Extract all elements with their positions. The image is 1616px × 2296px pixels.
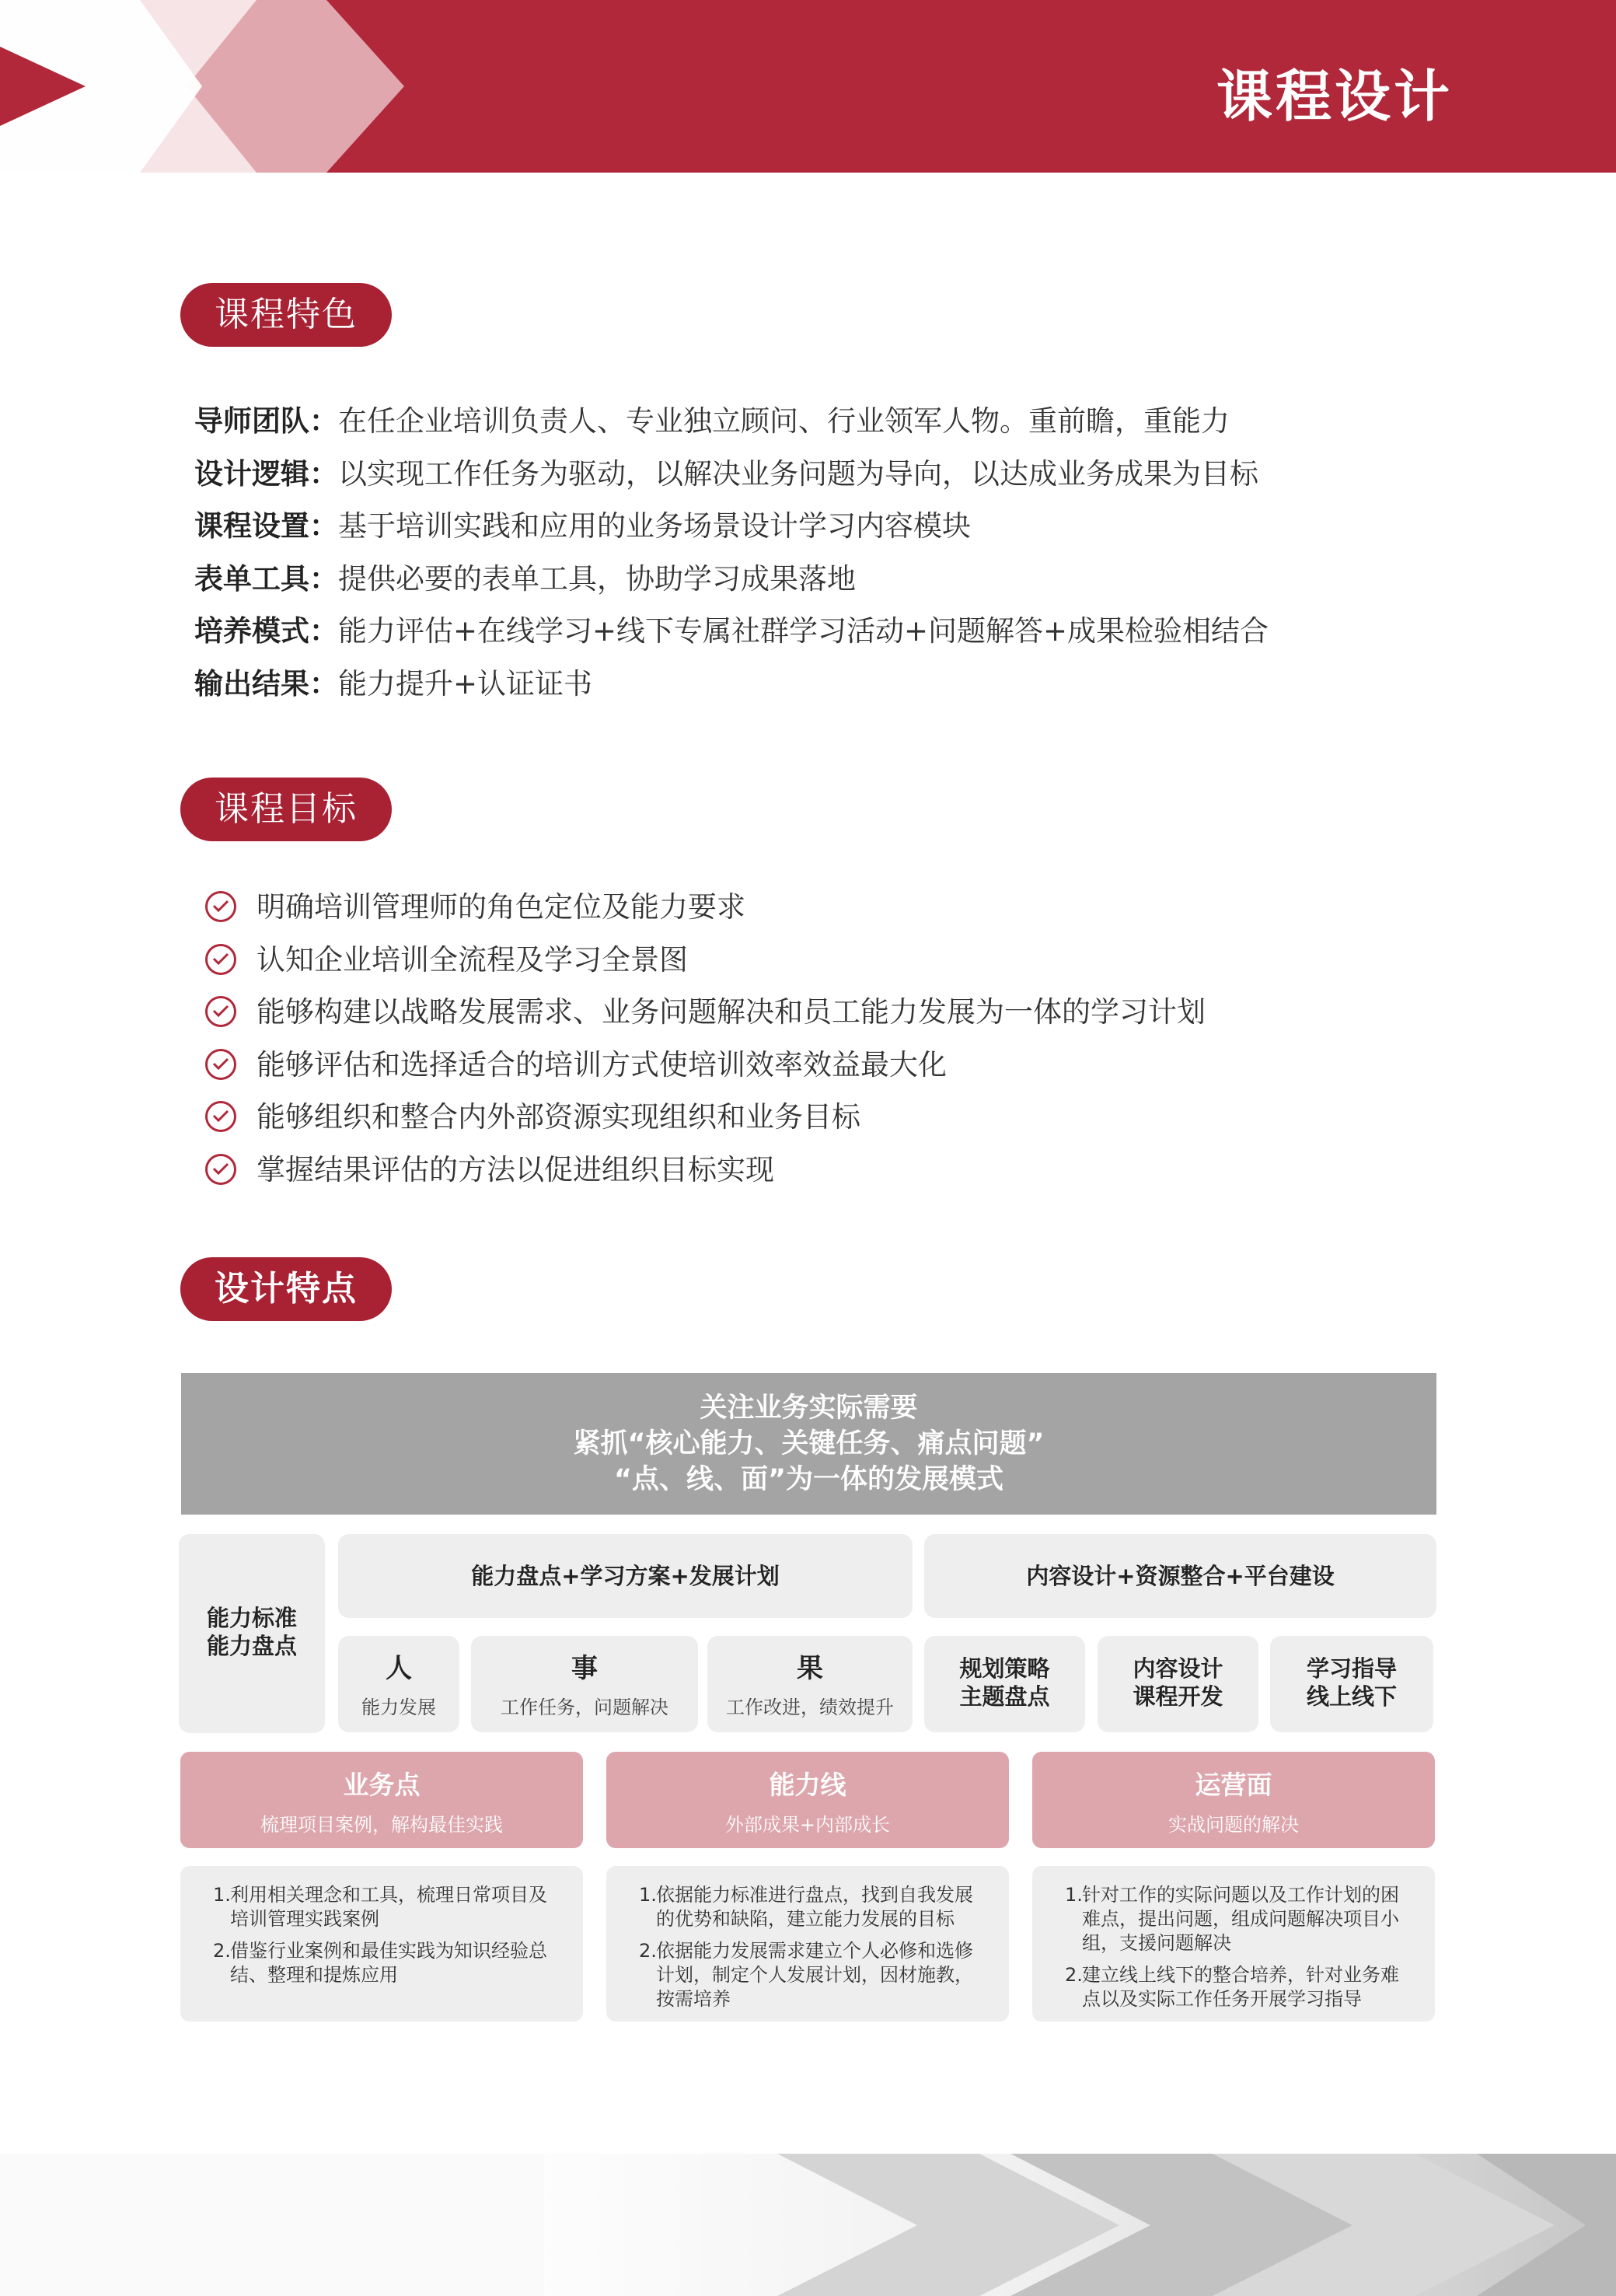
detail-text: 建立线上线下的整合培养，针对业务难点以及实际工作任务开展学习指导 (1082, 1964, 1399, 2010)
box-line: 课程开发 (1133, 1683, 1223, 1710)
sub-box-people (338, 1636, 459, 1732)
goal-text: 掌握结果评估的方法以促进组织目标实现 (257, 1153, 774, 1186)
feature-row (194, 398, 1230, 445)
detail-box-operation (1032, 1866, 1435, 2022)
check-circle-icon (205, 1101, 236, 1132)
header-chevron-graphic (0, 0, 544, 173)
detail-text: 利用相关理念和工具，梳理日常项目及培训管理实践案例 (230, 1884, 547, 1930)
goal-item (205, 884, 745, 931)
goal-item (205, 1094, 860, 1141)
pillar-title: 业务点 (343, 1770, 421, 1800)
sub-box-title: 果 (797, 1653, 823, 1684)
sub-box-title: 人 (386, 1653, 412, 1684)
check-circle-icon (205, 944, 236, 975)
box-line: 主题盘点 (959, 1683, 1050, 1710)
box-line: 线上线下 (1306, 1683, 1397, 1710)
feature-row (194, 661, 592, 708)
feature-row (194, 556, 856, 603)
goal-text: 能够评估和选择适合的培训方式使培训效率效益最大化 (257, 1048, 947, 1082)
detail-number: 1. (213, 1884, 231, 1906)
section-pill-design: 设计特点 (180, 1257, 392, 1321)
detail-item (213, 1939, 563, 1987)
page-title: 课程设计 (1216, 64, 1453, 129)
check-circle-icon (205, 891, 236, 922)
feature-text: 以实现工作任务为驱动，以解决业务问题为导向，以达成业务成果为目标 (338, 457, 1258, 491)
pillar-subtitle: 外部成果+内部成长 (724, 1814, 891, 1836)
check-circle-icon (205, 1049, 236, 1080)
header-band (0, 0, 1616, 173)
feature-text: 能力提升+认证证书 (338, 667, 593, 701)
box-line: 能力标准 (206, 1605, 297, 1631)
check-circle-icon (205, 996, 236, 1027)
section-pill-features: 课程特色 (180, 283, 392, 347)
sub-box-desc: 工作改进，绩效提升 (726, 1697, 894, 1718)
detail-item (213, 1883, 563, 1931)
sub-box-strategy (924, 1636, 1085, 1732)
pillar-operation-plane (1032, 1752, 1435, 1848)
box-line: 学习指导 (1306, 1655, 1397, 1682)
detail-number: 2. (213, 1940, 231, 1962)
detail-number: 1. (1065, 1884, 1083, 1906)
feature-row (194, 503, 971, 550)
pillar-title: 能力线 (769, 1770, 846, 1800)
detail-text: 针对工作的实际问题以及工作计划的困难点，提出问题，组成问题解决项目小组，支援问题解决 (1082, 1884, 1399, 1954)
detail-text: 依据能力发展需求建立个人必修和选修计划，制定个人发展计划，因材施教，按需培养 (656, 1940, 973, 2010)
feature-text: 基于培训实践和应用的业务场景设计学习内容模块 (338, 509, 971, 543)
sub-box-title: 事 (571, 1653, 598, 1684)
detail-item (1065, 1883, 1415, 1955)
detail-text: 借鉴行业案例和最佳实践为知识经验总结、整理和提炼应用 (230, 1940, 547, 1986)
goal-text: 明确培训管理师的角色定位及能力要求 (257, 890, 745, 924)
detail-text: 依据能力标准进行盘点，找到自我发展的优势和缺陷，建立能力发展的目标 (656, 1884, 973, 1930)
banner-line: 紧抓“核心能力、关键任务、痛点问题” (573, 1428, 1045, 1459)
box-line: 内容设计 (1133, 1655, 1223, 1682)
detail-number: 1. (639, 1884, 657, 1906)
goal-text: 能够组织和整合内外部资源实现组织和业务目标 (257, 1100, 860, 1134)
feature-row (194, 608, 1269, 655)
goal-item (205, 1147, 774, 1193)
box-line: 能力盘点 (206, 1633, 297, 1659)
feature-row (194, 451, 1258, 498)
feature-label: 课程设置： (194, 509, 338, 543)
footer-decoration (0, 2154, 1616, 2296)
detail-box-business (180, 1866, 583, 2022)
feature-text: 在任企业培训负责人、专业独立顾问、行业领军人物。重前瞻，重能力 (338, 404, 1230, 438)
pillar-capability-line (606, 1752, 1009, 1848)
sub-box-task (471, 1636, 698, 1732)
pillar-subtitle: 实战问题的解决 (1168, 1814, 1299, 1836)
detail-number: 2. (639, 1940, 657, 1962)
sub-box-desc: 能力发展 (361, 1697, 436, 1718)
detail-item (639, 1883, 989, 1931)
pillar-title: 运营面 (1195, 1770, 1272, 1800)
sub-box-result (707, 1636, 913, 1732)
sub-box-guidance (1270, 1636, 1433, 1732)
goal-text: 认知企业培训全流程及学习全景图 (257, 943, 688, 977)
footer-chevron-graphic (0, 2154, 1616, 2296)
check-circle-icon (205, 1154, 236, 1185)
detail-box-capability (606, 1866, 1009, 2022)
sub-box-desc: 工作任务，问题解决 (501, 1697, 668, 1718)
feature-text: 能力评估+在线学习+线下专属社群学习活动+问题解答+成果检验相结合 (338, 614, 1269, 648)
section-pill-goals: 课程目标 (180, 778, 392, 841)
capability-standard-box (179, 1534, 325, 1733)
pillar-business-point (180, 1752, 583, 1848)
goal-item (205, 1042, 947, 1089)
sub-box-content (1098, 1636, 1258, 1732)
feature-label: 输出结果： (194, 667, 338, 701)
box-line: 规划策略 (959, 1655, 1050, 1682)
diagram-banner (181, 1373, 1436, 1515)
detail-item (639, 1939, 989, 2011)
goal-item (205, 937, 688, 984)
banner-line: 关注业务实际需要 (700, 1393, 918, 1424)
head-box-left: 能力盘点+学习方案+发展计划 (338, 1534, 913, 1618)
feature-label: 导师团队： (194, 404, 338, 438)
detail-number: 2. (1065, 1964, 1083, 1986)
pillar-subtitle: 梳理项目案例，解构最佳实践 (260, 1814, 503, 1836)
feature-text: 提供必要的表单工具，协助学习成果落地 (338, 562, 856, 596)
detail-item (1065, 1963, 1415, 2011)
goal-text: 能够构建以战略发展需求、业务问题解决和员工能力发展为一体的学习计划 (257, 995, 1206, 1029)
head-box-right: 内容设计+资源整合+平台建设 (924, 1534, 1436, 1618)
feature-label: 培养模式： (194, 614, 338, 648)
feature-label: 设计逻辑： (194, 457, 338, 491)
goal-item (205, 989, 1206, 1036)
feature-label: 表单工具： (194, 562, 338, 596)
banner-line: “点、线、面”为一体的发展模式 (613, 1464, 1003, 1495)
